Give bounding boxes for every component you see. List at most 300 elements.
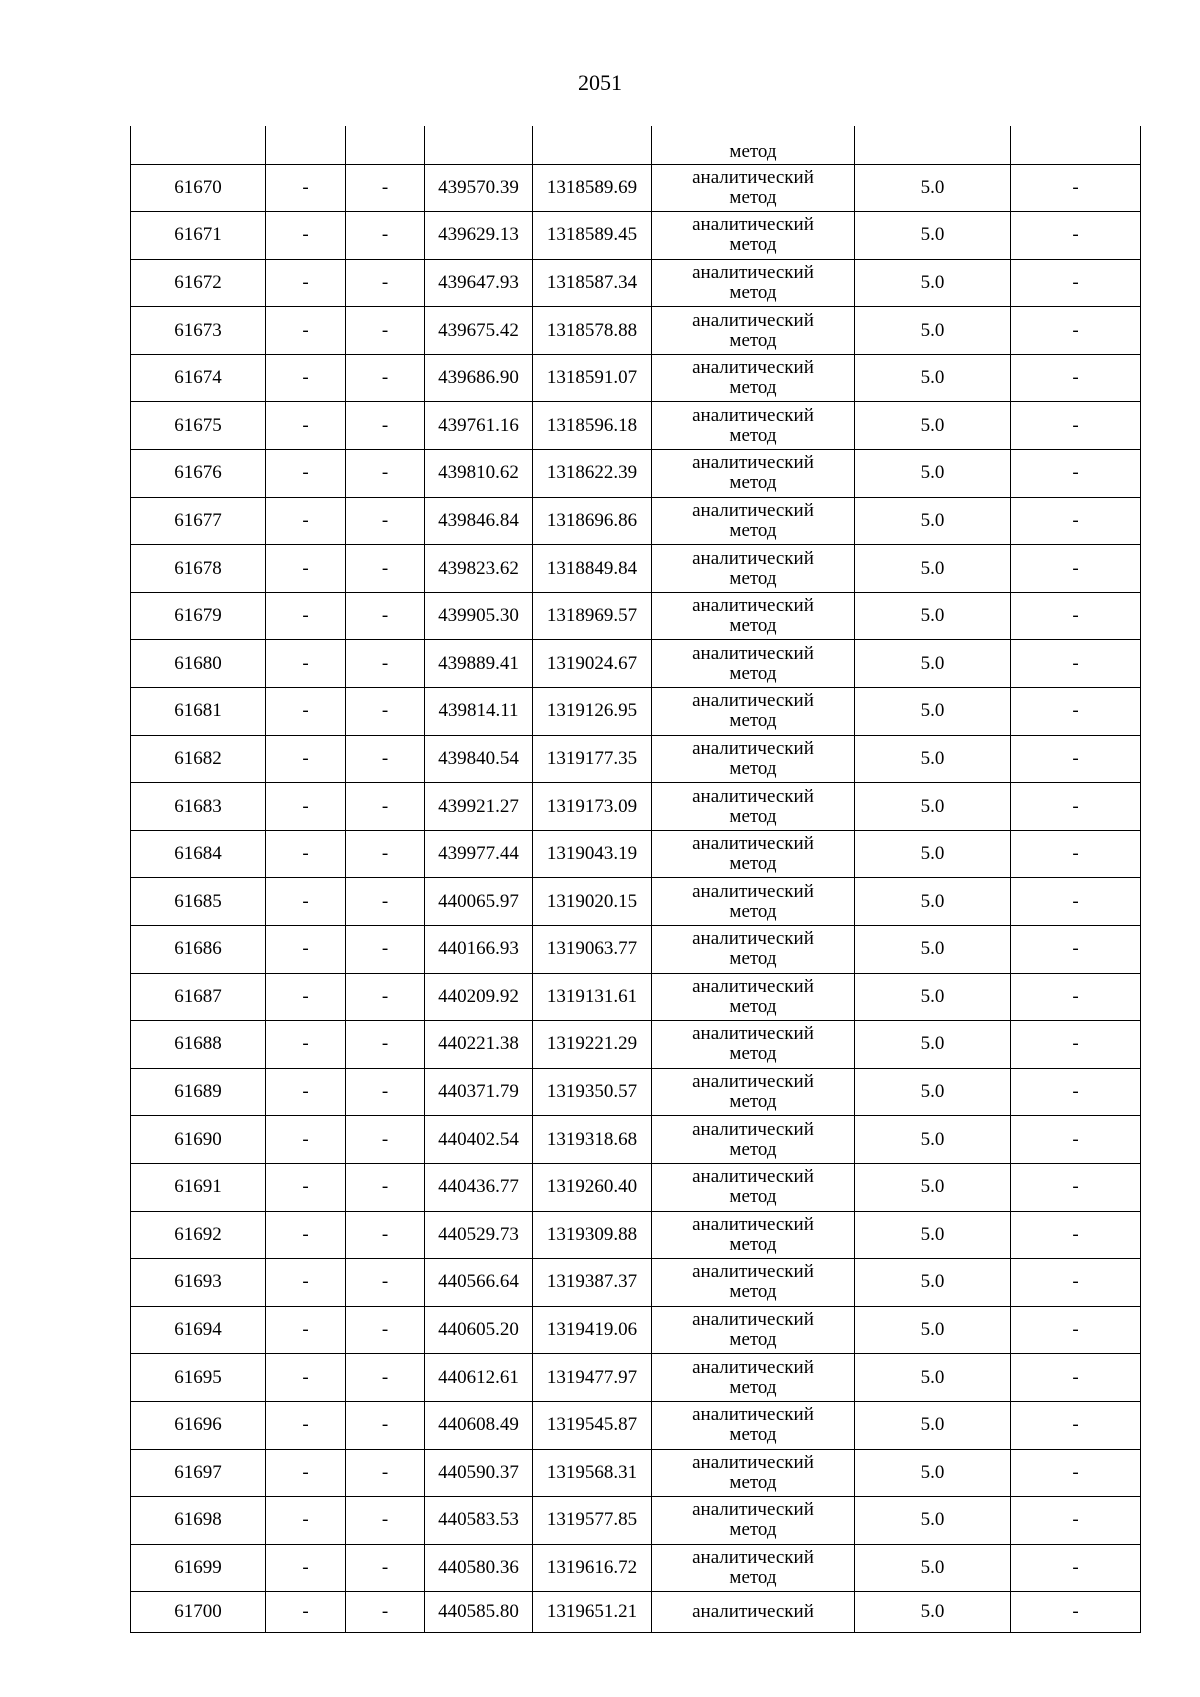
cell-accuracy: 5.0 — [855, 354, 1011, 402]
method-line: аналитический — [692, 1451, 814, 1473]
cell-empty — [131, 126, 266, 164]
table-row — [131, 592, 1141, 640]
cell-accuracy: 5.0 — [855, 307, 1011, 355]
method-line: аналитический — [692, 1356, 814, 1378]
cell-accuracy: 5.0 — [855, 973, 1011, 1021]
cell-accuracy: 5.0 — [855, 1068, 1011, 1116]
cell-accuracy: 5.0 — [855, 164, 1011, 212]
method-line: метод — [729, 1281, 777, 1303]
cell-col8: - — [1011, 973, 1141, 1021]
cell-empty — [533, 126, 652, 164]
cell-x: 439629.13 — [425, 212, 533, 260]
cell-col3: - — [346, 926, 425, 974]
cell-x: 440371.79 — [425, 1068, 533, 1116]
method-line: аналитический — [692, 1261, 814, 1283]
cell-col3: - — [346, 1497, 425, 1545]
method-line: метод — [729, 900, 777, 922]
cell-x: 439675.42 — [425, 307, 533, 355]
cell-y: 1319126.95 — [533, 688, 652, 736]
cell-method — [652, 735, 855, 783]
table-row — [131, 1259, 1141, 1307]
method-line: аналитический — [692, 1118, 814, 1140]
cell-col2: - — [266, 1116, 346, 1164]
method-line: метод — [729, 710, 777, 732]
method-line: аналитический — [692, 1601, 814, 1623]
cell-x: 439977.44 — [425, 830, 533, 878]
method-line: метод — [729, 377, 777, 399]
cell-point-id: 61680 — [131, 640, 266, 688]
cell-y: 1319177.35 — [533, 735, 652, 783]
cell-accuracy: 5.0 — [855, 1116, 1011, 1164]
table-row — [131, 973, 1141, 1021]
cell-col2: - — [266, 830, 346, 878]
cell-col3: - — [346, 1021, 425, 1069]
cell-y: 1319024.67 — [533, 640, 652, 688]
cell-point-id: 61696 — [131, 1401, 266, 1449]
cell-col8: - — [1011, 259, 1141, 307]
cell-col8: - — [1011, 1021, 1141, 1069]
cell-col3: - — [346, 497, 425, 545]
cell-empty — [1011, 126, 1141, 164]
table-row — [131, 1068, 1141, 1116]
cell-accuracy: 5.0 — [855, 1592, 1011, 1633]
cell-col3: - — [346, 354, 425, 402]
cell-method — [652, 1306, 855, 1354]
cell-y: 1318587.34 — [533, 259, 652, 307]
cell-y: 1319131.61 — [533, 973, 652, 1021]
cell-col2: - — [266, 1259, 346, 1307]
cell-col3: - — [346, 1592, 425, 1633]
table-row — [131, 640, 1141, 688]
cell-method — [652, 212, 855, 260]
method-line: метод — [729, 995, 777, 1017]
cell-accuracy: 5.0 — [855, 1354, 1011, 1402]
cell-col3: - — [346, 688, 425, 736]
method-line: метод — [729, 424, 777, 446]
cell-x: 440612.61 — [425, 1354, 533, 1402]
method-line: метод — [729, 1233, 777, 1255]
cell-col2: - — [266, 1021, 346, 1069]
cell-col2: - — [266, 307, 346, 355]
cell-col2: - — [266, 1449, 346, 1497]
cell-col8: - — [1011, 497, 1141, 545]
cell-col2: - — [266, 1211, 346, 1259]
cell-method — [652, 1116, 855, 1164]
cell-col2: - — [266, 1497, 346, 1545]
cell-accuracy: 5.0 — [855, 640, 1011, 688]
cell-col2: - — [266, 212, 346, 260]
cell-accuracy: 5.0 — [855, 1306, 1011, 1354]
cell-accuracy: 5.0 — [855, 926, 1011, 974]
cell-point-id: 61694 — [131, 1306, 266, 1354]
table-row — [131, 878, 1141, 926]
cell-empty — [266, 126, 346, 164]
cell-accuracy: 5.0 — [855, 1163, 1011, 1211]
cell-col8: - — [1011, 592, 1141, 640]
method-line: аналитический — [692, 690, 814, 712]
cell-point-id: 61679 — [131, 592, 266, 640]
cell-col8: - — [1011, 735, 1141, 783]
cell-y: 1319221.29 — [533, 1021, 652, 1069]
cell-accuracy: 5.0 — [855, 450, 1011, 498]
cell-col2: - — [266, 640, 346, 688]
cell-x: 439889.41 — [425, 640, 533, 688]
method-line: аналитический — [692, 309, 814, 331]
table-row — [131, 1211, 1141, 1259]
cell-accuracy: 5.0 — [855, 592, 1011, 640]
method-line: метод — [729, 1567, 777, 1589]
method-line: метод — [729, 281, 777, 303]
cell-x: 439846.84 — [425, 497, 533, 545]
table-row — [131, 1021, 1141, 1069]
cell-point-id: 61690 — [131, 1116, 266, 1164]
cell-method — [652, 688, 855, 736]
cell-col8: - — [1011, 1211, 1141, 1259]
table-row — [131, 926, 1141, 974]
cell-col8: - — [1011, 1354, 1141, 1402]
cell-col8: - — [1011, 830, 1141, 878]
cell-col2: - — [266, 878, 346, 926]
cell-point-id: 61678 — [131, 545, 266, 593]
cell-col8: - — [1011, 1068, 1141, 1116]
cell-col2: - — [266, 973, 346, 1021]
cell-col8: - — [1011, 1306, 1141, 1354]
cell-col2: - — [266, 497, 346, 545]
cell-y: 1319616.72 — [533, 1544, 652, 1592]
cell-col2: - — [266, 450, 346, 498]
method-line: аналитический — [692, 880, 814, 902]
cell-col3: - — [346, 259, 425, 307]
cell-method — [652, 640, 855, 688]
cell-col8: - — [1011, 450, 1141, 498]
cell-col8: - — [1011, 402, 1141, 450]
cell-point-id: 61687 — [131, 973, 266, 1021]
cell-accuracy: 5.0 — [855, 497, 1011, 545]
cell-x: 440585.80 — [425, 1592, 533, 1633]
cell-method — [652, 592, 855, 640]
cell-y: 1319651.21 — [533, 1592, 652, 1633]
cell-accuracy: 5.0 — [855, 1497, 1011, 1545]
method-line: метод — [729, 853, 777, 875]
method-line: метод — [729, 329, 777, 351]
cell-col2: - — [266, 1163, 346, 1211]
table-row — [131, 259, 1141, 307]
cell-accuracy: 5.0 — [855, 1259, 1011, 1307]
cell-col2: - — [266, 1306, 346, 1354]
cell-col2: - — [266, 926, 346, 974]
method-line: аналитический — [692, 975, 814, 997]
cell-point-id: 61688 — [131, 1021, 266, 1069]
cell-x: 440529.73 — [425, 1211, 533, 1259]
cell-method — [652, 878, 855, 926]
method-line: аналитический — [692, 785, 814, 807]
cell-empty — [425, 126, 533, 164]
method-line: метод — [729, 1376, 777, 1398]
cell-accuracy: 5.0 — [855, 1211, 1011, 1259]
cell-point-id: 61695 — [131, 1354, 266, 1402]
cell-col3: - — [346, 592, 425, 640]
cell-col3: - — [346, 973, 425, 1021]
cell-y: 1319318.68 — [533, 1116, 652, 1164]
cell-x: 440608.49 — [425, 1401, 533, 1449]
cell-col8: - — [1011, 878, 1141, 926]
cell-x: 440166.93 — [425, 926, 533, 974]
cell-method — [652, 497, 855, 545]
method-line: метод — [729, 948, 777, 970]
method-line: аналитический — [692, 547, 814, 569]
cell-col8: - — [1011, 1163, 1141, 1211]
cell-col8: - — [1011, 354, 1141, 402]
table-row — [131, 450, 1141, 498]
cell-y: 1318589.45 — [533, 212, 652, 260]
method-line: метод — [729, 472, 777, 494]
cell-y: 1318589.69 — [533, 164, 652, 212]
table-row — [131, 212, 1141, 260]
cell-accuracy: 5.0 — [855, 259, 1011, 307]
cell-col3: - — [346, 1163, 425, 1211]
cell-method — [652, 354, 855, 402]
cell-point-id: 61672 — [131, 259, 266, 307]
cell-point-id: 61684 — [131, 830, 266, 878]
cell-method — [652, 545, 855, 593]
cell-method — [652, 1068, 855, 1116]
cell-y: 1318622.39 — [533, 450, 652, 498]
cell-col8: - — [1011, 926, 1141, 974]
cell-accuracy: 5.0 — [855, 878, 1011, 926]
cell-col3: - — [346, 1544, 425, 1592]
cell-y: 1319063.77 — [533, 926, 652, 974]
table-row — [131, 783, 1141, 831]
cell-x: 440583.53 — [425, 1497, 533, 1545]
cell-x: 439570.39 — [425, 164, 533, 212]
cell-col8: - — [1011, 545, 1141, 593]
cell-y: 1319419.06 — [533, 1306, 652, 1354]
cell-x: 439810.62 — [425, 450, 533, 498]
cell-point-id: 61697 — [131, 1449, 266, 1497]
cell-y: 1319173.09 — [533, 783, 652, 831]
cell-method — [652, 830, 855, 878]
cell-point-id: 61691 — [131, 1163, 266, 1211]
cell-col8: - — [1011, 1401, 1141, 1449]
method-line: аналитический — [692, 737, 814, 759]
method-line: метод — [729, 1186, 777, 1208]
method-line: метод — [729, 662, 777, 684]
method-line: аналитический — [692, 595, 814, 617]
method-line: метод — [729, 1043, 777, 1065]
cell-x: 440209.92 — [425, 973, 533, 1021]
cell-y: 1318591.07 — [533, 354, 652, 402]
table-row — [131, 688, 1141, 736]
cell-y: 1319387.37 — [533, 1259, 652, 1307]
cell-x: 439814.11 — [425, 688, 533, 736]
method-line: аналитический — [692, 1166, 814, 1188]
cell-x: 440221.38 — [425, 1021, 533, 1069]
cell-col3: - — [346, 402, 425, 450]
cell-col2: - — [266, 735, 346, 783]
method-line: метод — [729, 757, 777, 779]
method-line: аналитический — [692, 833, 814, 855]
cell-x: 439761.16 — [425, 402, 533, 450]
cell-y: 1318696.86 — [533, 497, 652, 545]
method-line: аналитический — [692, 1404, 814, 1426]
cell-col2: - — [266, 545, 346, 593]
cell-x: 439905.30 — [425, 592, 533, 640]
method-line: аналитический — [692, 261, 814, 283]
cell-col8: - — [1011, 1259, 1141, 1307]
cell-col3: - — [346, 878, 425, 926]
cell-col3: - — [346, 1116, 425, 1164]
cell-x: 440436.77 — [425, 1163, 533, 1211]
cell-method — [652, 307, 855, 355]
cell-x: 439686.90 — [425, 354, 533, 402]
table-row — [131, 402, 1141, 450]
cell-col2: - — [266, 1354, 346, 1402]
cell-empty — [855, 126, 1011, 164]
table-row — [131, 307, 1141, 355]
cell-method — [652, 1354, 855, 1402]
cell-x: 440605.20 — [425, 1306, 533, 1354]
cell-accuracy: 5.0 — [855, 830, 1011, 878]
cell-method-continuation: метод — [652, 126, 855, 164]
cell-y: 1318969.57 — [533, 592, 652, 640]
cell-method — [652, 1021, 855, 1069]
cell-accuracy: 5.0 — [855, 1544, 1011, 1592]
cell-col2: - — [266, 1068, 346, 1116]
cell-col2: - — [266, 1401, 346, 1449]
cell-method — [652, 1449, 855, 1497]
method-line: аналитический — [692, 1309, 814, 1331]
cell-col8: - — [1011, 1592, 1141, 1633]
cell-method — [652, 1592, 855, 1633]
cell-col2: - — [266, 688, 346, 736]
cell-method — [652, 926, 855, 974]
method-line: метод — [729, 1329, 777, 1351]
method-line: аналитический — [692, 1213, 814, 1235]
method-line: аналитический — [692, 214, 814, 236]
cell-col8: - — [1011, 688, 1141, 736]
cell-col8: - — [1011, 212, 1141, 260]
method-line: метод — [729, 1091, 777, 1113]
cell-col3: - — [346, 450, 425, 498]
method-line: аналитический — [692, 499, 814, 521]
cell-col2: - — [266, 1544, 346, 1592]
cell-accuracy: 5.0 — [855, 545, 1011, 593]
cell-method — [652, 1163, 855, 1211]
cell-y: 1319260.40 — [533, 1163, 652, 1211]
continuation-row — [131, 126, 1141, 164]
cell-col3: - — [346, 307, 425, 355]
method-line: метод — [729, 805, 777, 827]
table-row — [131, 164, 1141, 212]
cell-col2: - — [266, 402, 346, 450]
cell-point-id: 61674 — [131, 354, 266, 402]
cell-col3: - — [346, 1401, 425, 1449]
method-line: аналитический — [692, 357, 814, 379]
cell-point-id: 61700 — [131, 1592, 266, 1633]
method-line: аналитический — [692, 642, 814, 664]
cell-y: 1319545.87 — [533, 1401, 652, 1449]
cell-col3: - — [346, 1068, 425, 1116]
cell-accuracy: 5.0 — [855, 783, 1011, 831]
cell-y: 1318849.84 — [533, 545, 652, 593]
cell-col8: - — [1011, 1449, 1141, 1497]
cell-accuracy: 5.0 — [855, 402, 1011, 450]
cell-point-id: 61693 — [131, 1259, 266, 1307]
cell-col8: - — [1011, 307, 1141, 355]
cell-point-id: 61676 — [131, 450, 266, 498]
cell-col3: - — [346, 164, 425, 212]
coordinates-table — [130, 126, 1141, 1633]
method-line: метод — [729, 1471, 777, 1493]
method-line: аналитический — [692, 1547, 814, 1569]
cell-method — [652, 783, 855, 831]
cell-empty — [346, 126, 425, 164]
cell-x: 440566.64 — [425, 1259, 533, 1307]
method-line: аналитический — [692, 1071, 814, 1093]
cell-col3: - — [346, 1306, 425, 1354]
cell-col3: - — [346, 1211, 425, 1259]
cell-point-id: 61686 — [131, 926, 266, 974]
cell-point-id: 61685 — [131, 878, 266, 926]
cell-point-id: 61670 — [131, 164, 266, 212]
cell-accuracy: 5.0 — [855, 735, 1011, 783]
method-line: метод — [729, 186, 777, 208]
table-row — [131, 1592, 1141, 1633]
cell-y: 1319309.88 — [533, 1211, 652, 1259]
cell-method — [652, 1497, 855, 1545]
method-line: метод — [729, 1138, 777, 1160]
method-line: аналитический — [692, 1499, 814, 1521]
cell-col3: - — [346, 1259, 425, 1307]
cell-col3: - — [346, 212, 425, 260]
table-row — [131, 545, 1141, 593]
cell-y: 1318596.18 — [533, 402, 652, 450]
cell-col2: - — [266, 783, 346, 831]
cell-x: 440402.54 — [425, 1116, 533, 1164]
cell-point-id: 61682 — [131, 735, 266, 783]
cell-y: 1319020.15 — [533, 878, 652, 926]
cell-col3: - — [346, 735, 425, 783]
cell-y: 1319477.97 — [533, 1354, 652, 1402]
page-number: 2051 — [578, 70, 622, 95]
table-row — [131, 1116, 1141, 1164]
cell-point-id: 61675 — [131, 402, 266, 450]
table-body — [131, 126, 1141, 1633]
method-line: аналитический — [692, 1023, 814, 1045]
method-line: аналитический — [692, 166, 814, 188]
cell-col2: - — [266, 164, 346, 212]
cell-accuracy: 5.0 — [855, 688, 1011, 736]
cell-col2: - — [266, 592, 346, 640]
table-row — [131, 1163, 1141, 1211]
method-line: метод — [729, 1424, 777, 1446]
table-row — [131, 830, 1141, 878]
cell-point-id: 61698 — [131, 1497, 266, 1545]
method-line: метод — [729, 519, 777, 541]
method-line: метод — [729, 567, 777, 589]
method-line: метод — [729, 234, 777, 256]
method-line: аналитический — [692, 452, 814, 474]
table-row — [131, 1544, 1141, 1592]
table-row — [131, 1401, 1141, 1449]
cell-method — [652, 1401, 855, 1449]
table-row — [131, 1449, 1141, 1497]
cell-col2: - — [266, 259, 346, 307]
cell-point-id: 61692 — [131, 1211, 266, 1259]
cell-col2: - — [266, 1592, 346, 1633]
cell-point-id: 61699 — [131, 1544, 266, 1592]
cell-point-id: 61683 — [131, 783, 266, 831]
